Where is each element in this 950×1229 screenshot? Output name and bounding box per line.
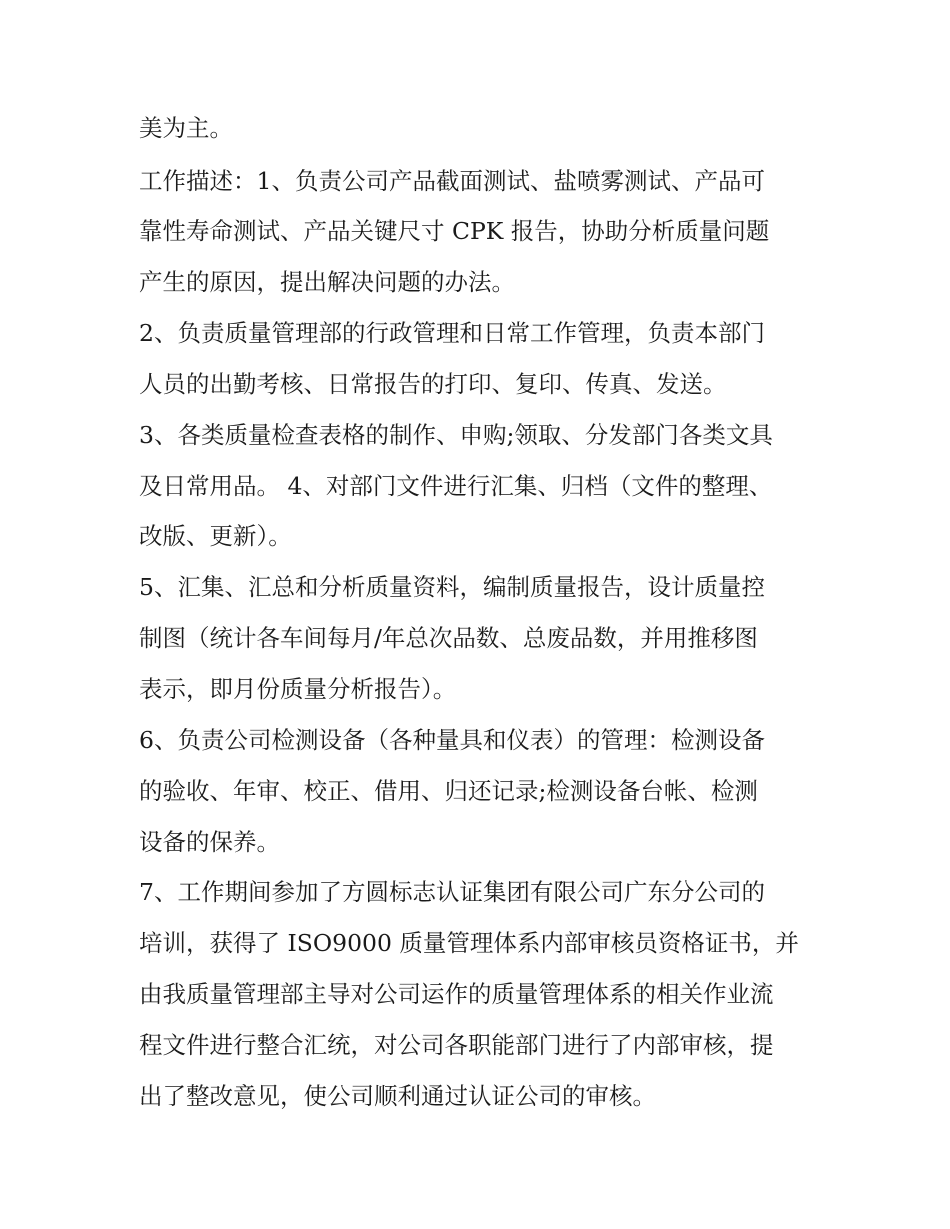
text-line: 靠性寿命测试、产品关键尺寸 CPK 报告，协助分析质量问题 [139, 217, 770, 245]
text-line: 程文件进行整合汇统，对公司各职能部门进行了内部审核，提 [139, 1031, 774, 1059]
text-line: 2、负责质量管理部的行政管理和日常工作管理，负责本部门 [139, 319, 765, 347]
text-line: 改版、更新）。 [139, 522, 292, 550]
text-line: 人员的出勤考核、日常报告的打印、复印、传真、发送。 [139, 370, 727, 398]
text-line: 表示，即月份质量分析报告）。 [139, 675, 457, 703]
text-line: 5、汇集、汇总和分析质量资料，编制质量报告，设计质量控 [139, 573, 765, 601]
text-line: 设备的保养。 [139, 828, 280, 856]
text-line: 培训，获得了 ISO9000 质量管理体系内部审核员资格证书，并 [139, 929, 799, 957]
text-line: 7、工作期间参加了方圆标志认证集团有限公司广东分公司的 [139, 878, 765, 906]
text-line: 工作描述：1、负责公司产品截面测试、盐喷雾测试、产品可 [139, 167, 765, 195]
text-line: 3、各类质量检查表格的制作、申购;领取、分发部门各类文具 [139, 421, 773, 449]
text-line: 出了整改意见，使公司顺利通过认证公司的审核。 [139, 1082, 656, 1110]
text-line: 6、负责公司检测设备（各种量具和仪表）的管理：检测设备 [139, 726, 765, 754]
text-line: 的验收、年审、校正、借用、归还记录;检测设备台帐、检测 [139, 777, 758, 805]
text-line: 产生的原因，提出解决问题的办法。 [139, 268, 515, 296]
text-line: 及日常用品。 4、对部门文件进行汇集、归档（文件的整理、 [139, 472, 773, 500]
text-line: 美为主。 [139, 114, 233, 142]
text-line: 由我质量管理部主导对公司运作的质量管理体系的相关作业流 [139, 980, 774, 1008]
text-line: 制图（统计各车间每月/年总次品数、总废品数，并用推移图 [139, 624, 758, 652]
